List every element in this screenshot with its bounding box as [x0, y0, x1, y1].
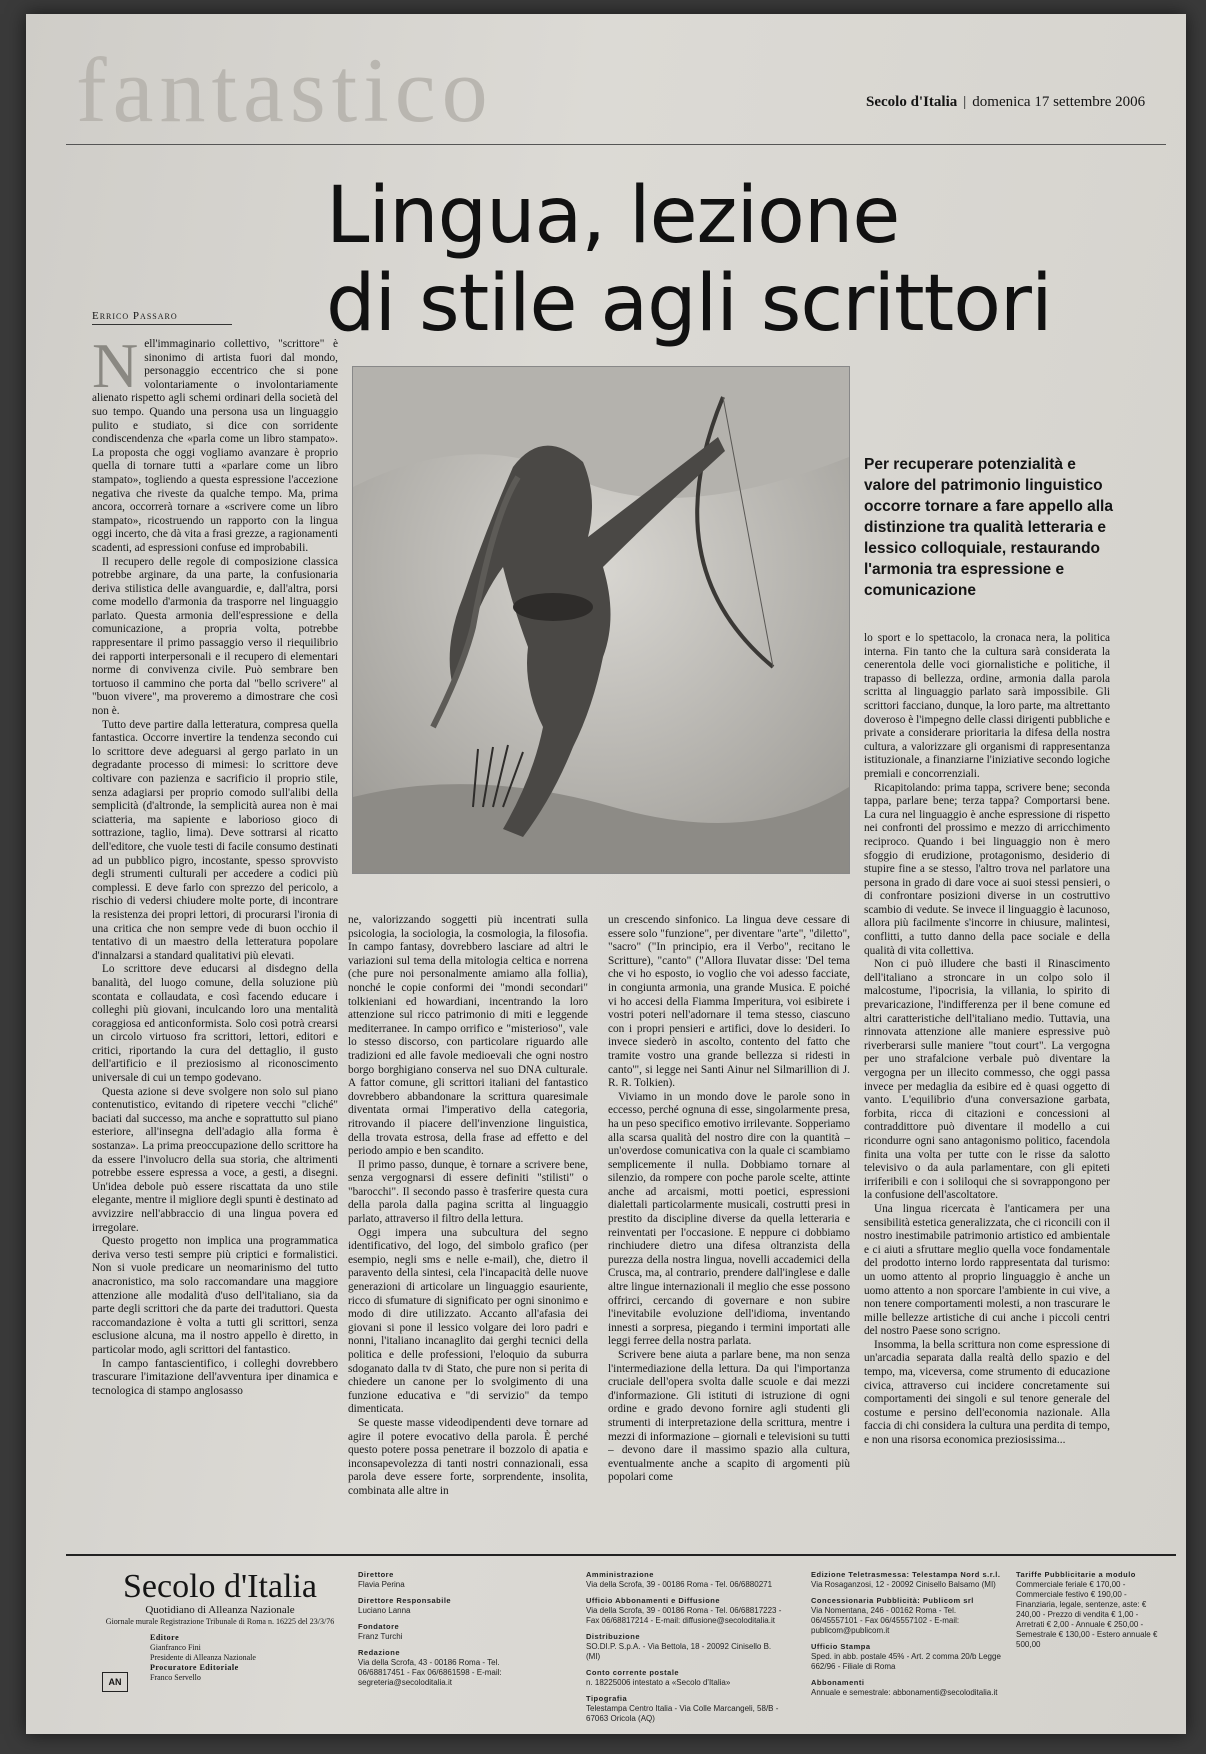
imprint-block [1016, 1570, 1166, 1650]
imprint-block [586, 1596, 786, 1626]
imprint-label: Edizione Teletrasmessa: Telestampa Nord s.r.l. [811, 1570, 1001, 1579]
imprint-block [358, 1648, 518, 1688]
imprint-block [358, 1622, 518, 1642]
colophon-brand [100, 1570, 340, 1683]
headline-line-2: di stile agli scrittori [326, 259, 1052, 349]
imprint-column-4 [1016, 1570, 1166, 1656]
article-paragraph [92, 338, 338, 556]
article-paragraph: Scrivere bene aiuta a parlare bene, ma non senza l'intermediazione della lettura. Da qui l'importanza cruciale dell'opera svolta dalle scuole e dai mezzi d'informazione. Gli istituti di istruzione di ogni ordine e grado devono fornire agli studenti gli strumenti di interpretazione della scrittura, mentre i mezzi di informazione – giornali e televisioni su tutti – devono dare il massimo spazio alla cultura, eventualmente anche a scapito di argomenti più popolari come [608, 1349, 850, 1484]
imprint-label: Tipografia [586, 1694, 628, 1703]
running-header-separator: | [963, 94, 967, 110]
imprint-label: Abbonamenti [811, 1678, 865, 1687]
imprint-label: Ufficio Abbonamenti e Diffusione [586, 1596, 721, 1605]
imprint-label: Redazione [358, 1648, 401, 1657]
imprint-label: Amministrazione [586, 1570, 654, 1579]
imprint-value: Sped. in abb. postale 45% - Art. 2 comma 20/b Legge 662/96 - Filiale di Roma [811, 1652, 1001, 1671]
newspaper-page [26, 14, 1186, 1734]
imprint-label: Direttore Responsabile [358, 1596, 452, 1605]
article-paragraph: Una lingua ricercata è l'anticamera per una sensibilità estetica generalizzata, che ci riconcili con il nostro inestimabile patrimonio artistico ed ambientale e ci aiuti a sfruttare meglio quella voce fondamentale del prodotto interno lordo rappresentata dal turismo: un uomo attento al proprio linguaggio è anche un uomo attento a non sporcare l'ambiente in cui vive, a non tenere comportamenti molesti, a non trascurare le mille bellezze artistiche di cui anche i piccoli centri del nostro Paese sono scrigno. [864, 1202, 1110, 1338]
article-headline [326, 172, 1126, 348]
imprint-value: Via della Scrofa, 39 - 00186 Roma - Tel. 06/68817223 - Fax 06/68817214 - E-mail: diffusione@secoloditalia.it [586, 1606, 782, 1625]
editor-role: Presidente di Alleanza Nazionale [150, 1653, 256, 1662]
imprint-block [586, 1694, 786, 1724]
imprint-value: Luciano Lanna [358, 1606, 411, 1615]
running-header-paper: Secolo d'Italia [866, 94, 958, 110]
imprint-column-1 [358, 1570, 518, 1694]
colophon [66, 1554, 1176, 1723]
article-paragraph: Il recupero delle regole di composizione classica potrebbe arginare, da una parte, la confusionaria deriva stilistica delle avanguardie, e, dall'altra, porsi come modello d'armonia da trasporre nel linguaggio parlato. Questa armonia dell'espressione e della comunicazione, a propria volta, potrebbe rappresentare il primo passaggio verso il riequilibrio dei rapporti interpersonali e il recupero di elementari norme di convivenza civile. Può sembrare ben tortuoso il cammino che porta dal "bello scrivere" al "buon vivere", ma proveremo a dimostrare che così non è. [92, 555, 338, 718]
imprint-block [358, 1570, 518, 1590]
imprint-value: Commerciale feriale € 170,00 - Commerciale festivo € 190,00 - Finanziaria, legale, sentenze, aste: € 240,00 - Prezzo di vendita € 1,00 - Arretrati € 2,00 - Annuale € 250,00 - Semestrale € 130,00 - Estero annuale € 500,00 [1016, 1580, 1158, 1649]
article-paragraph: Non ci può illudere che basti il Rinascimento dell'italiano a stroncare in un colpo solo il malcostume, l'ipocrisia, la villania, lo spirito di prevaricazione, l'indifferenza per il bene comune ed altri caratteristiche dell'italiano medio. Tuttavia, una rinnovata attenzione alle maniere espressive può riverberarsi sulle maniere "tout court". La vergogna per uno strafalcione verbale può diventare la vergogna per un illecito commesso, che oggi passa invece per medaglia da esibire ed è quasi oggetto di vanto. L'equilibrio d'una conversazione garbata, forbita, ricca di citazioni e concessioni al contraddittore può diventare il modello a cui ricondurre ogni sano antagonismo politico, facendola finita una volta per tutte con le risse da salotto televisivo o da aula parlamentare, con gli epiteti irriferibili e con i soliloqui che si sovrappongono per la confusione dell'ascoltatore. [864, 958, 1110, 1202]
imprint-label: Distribuzione [586, 1632, 641, 1641]
imprint-block [586, 1668, 786, 1688]
headline-line-1: Lingua, lezione [326, 171, 900, 261]
registration-note: Giornale murale Registrazione Tribunale di Roma n. 16225 del 23/3/76 [105, 1617, 335, 1626]
article-paragraph: Il primo passo, dunque, è tornare a scrivere bene, senza vergognarsi di essere definiti "stilisti" o "barocchi". Il secondo passo è trasferire questa cura della parola dalla pagina scritta al linguaggio parlato, attraverso il filtro della lettura. [348, 1158, 588, 1226]
imprint-column-2 [586, 1570, 786, 1730]
imprint-label: Fondatore [358, 1622, 400, 1631]
article-paragraph: Insomma, la bella scrittura non come espressione di un'arcadia separata dalla realtà dello spazio e del tempo, ma, viceversa, come strumento di educazione civica, attraverso cui incidere concretamente sui comportamenti dei singoli e sul tenore generale del costume e persino dell'economia nazionale. Alla faccia di chi considera la cultura una perdita di tempo, e non una risorsa economica preziosissima... [864, 1338, 1110, 1447]
newspaper-subtitle: Quotidiano di Alleanza Nazionale [145, 1604, 295, 1616]
article-column-4 [864, 632, 1110, 1526]
imprint-label: Tariffe Pubblicitarie a modulo [1016, 1570, 1136, 1579]
imprint-value: Via della Scrofa, 43 - 00186 Roma - Tel. 06/68817451 - Fax 06/6861598 - E-mail: segreteria@secoloditalia.it [358, 1658, 502, 1687]
article-paragraph: Questa azione si deve svolgere non solo sul piano contenutistico, evitando di ripetere vecchi "cliché" baciati dal successo, ma anche e soprattutto sul piano esteriore, all'insegna dell'adagio alla forma è sostanza». La prima preoccupazione dello scrittore ha da essere l'involucro della sua storia, che altrimenti potrebbe essere espressa a voce, a gesti, a disegni. Un'idea debole può essere riscattata da uno stile elegante, mentre il migliore degli spunti è destinato ad avvizzire nell'abbraccio di una lingua povera ed irregolare. [92, 1085, 338, 1234]
article-paragraph: Questo progetto non implica una programmatica deriva verso testi sempre più criptici e formalistici. Non si vuole predicare un neomarinismo del tutto anacronistico, ma solo raccomandare una maggiore attenzione alle modalità d'uso dell'italiano, sia da parte degli scrittori che da parte dei traduttori. Questa raccomandazione è volta a tutti gli scrittori, senza esclusione alcuna, ma il nostro appello è diretto, in particolar modo, agli scrittori del fantastico. [92, 1235, 338, 1356]
imprint-value: Via Rosaganzosi, 12 - 20092 Cinisello Balsamo (MI) [811, 1580, 996, 1589]
party-logo: AN [102, 1672, 128, 1692]
dropcap: N [92, 338, 139, 401]
article-paragraph: lo sport e lo spettacolo, la cronaca nera, la politica interna. Fin tanto che la cultura sarà considerata la cenerentola delle voci giornalistiche e politiche, il trapasso di bellezza, ordine, armonia dalla parola scritta al linguaggio parlato sarà impossibile. Gli scrittori facciano, dunque, la loro parte, ma altrettanto doveroso è l'impegno delle classi dirigenti pubbliche e private a considerare prioritaria la difesa della nostra cultura, a valorizzare gli organismi di rappresentanza istituzionale, a finanziarne l'iniziative secondo logiche premiali e concorrenziali. [864, 632, 1110, 780]
imprint-label: Direttore [358, 1570, 394, 1579]
proxy-name: Franco Servello [150, 1673, 201, 1682]
imprint-value: SO.DI.P. S.p.A. - Via Bettola, 18 - 20092 Cinisello B. (MI) [586, 1642, 772, 1661]
imprint-label: Concessionaria Pubblicità: Publicom srl [811, 1596, 974, 1605]
imprint-value: Via Nomentana, 246 - 00162 Roma - Tel. 06/45557101 - Fax 06/45557102 - E-mail: publicom@publicom.it [811, 1606, 960, 1635]
imprint-value: n. 18225006 intestato a «Secolo d'Italia» [586, 1678, 731, 1687]
article-column-3 [608, 914, 850, 1526]
header-rule [66, 144, 1166, 145]
article-paragraph: In campo fantascientifico, i colleghi dovrebbero trascurare l'imitazione dell'avventura iper dinamica e tecnologica di stampo anglosasso [92, 1357, 338, 1397]
newspaper-logo: Secolo d'Italia [122, 1568, 317, 1605]
article-paragraph: Viviamo in un mondo dove le parole sono in eccesso, perché ognuna di esse, singolarmente presa, ha un peso specifico emotivo irrilevante. Sopperiamo alla scarsa qualità del nostro dire con la quantità – un'overdose comunicativa con la quale ci scambiamo semplicemente il nulla. Dobbiamo tornare al silenzio, da rompere con poche parole scelte, attinte anche ad arcaismi, motti poetici, espressioni dialettali particolarmente musicali, costrutti presi in prestito da discipline diverse da quella letteraria e reinventati per l'occasione. E neppure ci dobbiamo rinchiudere dietro una difesa oltranzista della purezza della nostra lingua, novelli accademici della Crusca, ma, al contrario, prendere dall'inglese e dalle altre lingue internazionali il meglio che esse possono offrirci, cercando di governare e non subire l'inevitabile evoluzione dell'idioma, inventando innesti a sorpresa, piegando i termini importati alle leggi ferree della nostra parlata. [608, 1090, 850, 1348]
imprint-value: Telestampa Centro Italia - Via Colle Marcangeli, 58/B - 67063 Oricola (AQ) [586, 1704, 779, 1723]
article-paragraph: Lo scrittore deve educarsi al disdegno della banalità, del luogo comune, della soluzione più scontata e collaudata, e così facendo educare i colleghi più giovani, inculcando loro una mentalità coraggiosa ed anticonformista. Solo così potrà crearsi un circolo virtuoso fra scrittori, lettori, editori e critici, riportando la cura del dettaglio, il gusto dell'artificio e il preziosismo al riconoscimento universale di cui un tempo godevano. [92, 963, 338, 1085]
article-paragraph: Oggi impera una subcultura del segno identificativo, del logo, del simbolo grafico (per esempio, negli sms e nelle e-mail), che, dietro il paravento della sintesi, cela l'incapacità delle nuove generazioni di articolare un linguaggio esauriente, ricco di sfumature di significato per ogni sinonimo e modo di dire utilizzato. Accanto all'afasia dei giovani si pone il lessico volgare dei loro padri e nonni, l'italiano incanaglito dai gerghi tecnici della politica e delle professioni, l'eloquio da suburra sdoganato dalla tv di Stato, che pure non si perita di chiedere un canone per lo svolgimento di una funzione educativa e "di servizio" da tempo dimenticata. [348, 1226, 588, 1416]
proxy-label: Procuratore Editoriale [150, 1663, 239, 1672]
article-standfirst: Per recuperare potenzialità e valore del patrimonio linguistico occorre tornare a fare appello alla distinzione tra qualità letteraria e lessico colloquiale, restaurando l'armonia tra espressione e comunicazione [864, 456, 1113, 599]
editor-label: Editore [150, 1633, 180, 1642]
imprint-value: Flavia Perina [358, 1580, 405, 1589]
imprint-block [811, 1678, 1001, 1698]
article-byline: Errico Passaro [92, 310, 232, 325]
imprint-block [358, 1596, 518, 1616]
article-column-2 [348, 914, 588, 1526]
article-illustration [352, 366, 850, 874]
imprint-block [811, 1642, 1001, 1672]
article-paragraph: ne, valorizzando soggetti più incentrati sulla psicologia, la sociologia, la cosmologia, la filosofia. In campo fantasy, dovrebbero lasciare ad altri le variazioni sul tema della mitologia celtica e norrena (che pure noi personalmente amiamo alla follia), nonché le copie conformi dei "mondi secondari" tolkieniani ed howardiani, incentrando la loro attenzione sul ricco patrimonio di miti e leggende mediterranee. In campo orrifico e "misterioso", vale lo stesso discorso, con particolare riguardo alle tradizioni ed alle favole medioevali che ogni nostro borgo borghigiano conserva nel suo DNA culturale. A fattor comune, gli scrittori italiani del fantastico dovrebbero abbandonare la scrittura quaresimale diventata ormai l'imperativo della categoria, ritrovando il piacere dell'invenzione linguistica, della trovata estrosa, della frase ad effetto e del periodo ampio e ben scandito. [348, 914, 588, 1158]
imprint-column-3 [811, 1570, 1001, 1704]
imprint-block [586, 1570, 786, 1590]
imprint-value: Via della Scrofa, 39 - 00186 Roma - Tel. 06/6880271 [586, 1580, 773, 1589]
imprint-label: Ufficio Stampa [811, 1642, 871, 1651]
editor-name: Gianfranco Fini [150, 1643, 201, 1652]
article-paragraph: Ricapitolando: prima tappa, scrivere bene; seconda tappa, parlare bene; terza tappa? Comportarsi bene. La cura nel linguaggio è anche espressione di rispetto nei confronti del prossimo e mezzo di arricchimento reciproco. Quando i bei linguaggio non è mero sfoggio di erudizione, protagonismo, desiderio di stupire fine a se stesso, l'altro trova nel parlatore una persona in grado di dare voce ai suoi stessi pensieri, o di confrontare posizioni diverse in un costruttivo scambio di vedute. Se invece il linguaggio è lacunoso, allora più facilmente s'incorre in chiusure, malintesi, conflitti, a tutto danno della pace sociale e della qualità di vita collettiva. [864, 781, 1110, 957]
article-paragraph: Tutto deve partire dalla letteratura, compresa quella fantastica. Occorre invertire la tendenza secondo cui lo scrittore deve adeguarsi al gergo parlato in un degradante processo di mimesi: lo scrittore deve coltivare con pazienza e sacrificio il proprio stile, senza adagiarsi per proprio comodo sull'alibi della semplicità (d'altronde, la semplicità aurea non è mai sciatteria, ma sapiente e laborioso gioco di sottrazione, taglio, lima). Deve sottrarsi al ricatto dell'editore, che vuole testi di facile consumo destinati ad un pubblico pigro, incostante, spesso sprovvisto degli strumenti culturali per accedere a codici più complessi. E deve farlo con sprezzo del pericolo, a rischio di vedersi chiudere molte porte, di incontrare la resistenza dei propri lettori, di procurarsi l'ironia di una critica che non sempre vede di buon occhio il tentativo di un maestro della letteratura popolare d'innalzarsi a standard qualitativi più elevati. [92, 718, 338, 962]
imprint-block [811, 1596, 1001, 1636]
section-kicker: fantastico [76, 39, 494, 141]
article-paragraph: un crescendo sinfonico. La lingua deve cessare di essere solo "funzione", per diventare "arte", "diletto", "sacro" ("In principio, era il Verbo", recitano le Scritture), "canto" ("Allora Iluvatar disse: 'Del tema che vi ho esposto, io voglio che voi adesso facciate, in congiunta armonia, una grande Musica. E poiché vi ho accesi della Fiamma Imperitura, voi esibirete i vostri poteri nell'adornare il tema stesso, ciascuno con i propri pensieri e artifici, dove lo desideri. Io invece siederò in ascolto, contento del fatto che tramite vostro una grande bellezza si ridesti in canto'", si legge nei Santi Ainur nel Silmarillion di J. R. R. Tolkien). [608, 914, 850, 1090]
imprint-value: Franz Turchi [358, 1632, 403, 1641]
imprint-block [811, 1570, 1001, 1590]
archer-illustration [353, 367, 849, 873]
imprint-label: Conto corrente postale [586, 1668, 680, 1677]
running-header-date: domenica 17 settembre 2006 [972, 94, 1146, 110]
imprint-block [586, 1632, 786, 1662]
paragraph-text: ell'immaginario collettivo, "scrittore" è sinonimo di artista fuori dal mondo, personaggio eccentrico che si pone volontariamente o involontariamente alienato rispetto agli schemi ordinari della società del suo tempo. Quando una persona usa un linguaggio pulito e studiato, si dice con sorridente condiscendenza che «parla come un libro stampato». La proposta che oggi vogliamo avanzare è proprio quella di tornare tutti a «parlare come un libro stampato», togliendo a questa espressione l'accezione negativa che riveste da qualche tempo. Ma, prima ancora, occorrerà tornare a «scrivere come un libro stampato», ricostruendo un rapporto con la lingua oggi incerto, che dà vita a frasi grezze, a ragionamenti scadenti, ad espressioni confuse ed improbabili. [92, 338, 338, 554]
imprint-value: Annuale e semestrale: abbonamenti@secoloditalia.it [811, 1688, 998, 1697]
article-column-1 [92, 338, 338, 1526]
publisher-roles [100, 1633, 340, 1683]
article-paragraph: Se queste masse videodipendenti deve tornare ad agire il potere evocativo della parola. È perché questo potere possa penetrare il bozzolo di apatia e inconsapevolezza di tanti nostri connazionali, essa parola deve essere forte, sorprendente, insolita, combinata alle altre in [348, 1416, 588, 1497]
running-header [866, 94, 1145, 111]
